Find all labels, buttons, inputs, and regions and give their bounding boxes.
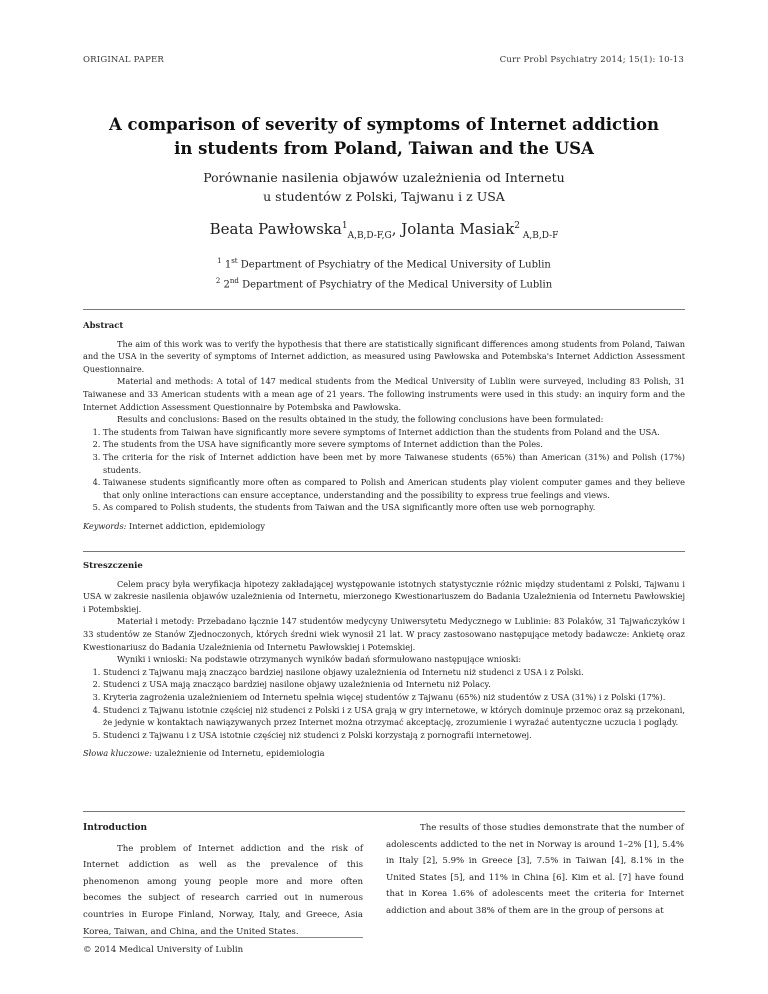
- list-item: 1. The students from Taiwan have significantly more severe symptoms of Internet addiction than the students from Poland and the USA.: [103, 426, 685, 439]
- list-item: 4. Studenci z Tajwanu istotnie częściej niż studenci z Polski i z USA grają w gry internetowe, w których dominuje przemoc oraz są przekonani, że jedynie w kontaktach nawiązywanych przez Internet można otrzymać akceptację, zrozumienie i wyrażać autentyczne uczucia i poglądy.: [103, 704, 685, 729]
- intro-left-column: [83, 820, 363, 940]
- author-separator: ,: [391, 220, 402, 238]
- journal-citation: Curr Probl Psychiatry 2014; 15(1): 10-13: [499, 55, 684, 65]
- copyright-notice: © 2014 Medical University of Lublin: [83, 945, 244, 955]
- list-item: 1. Studenci z Tajwanu mają znacząco bardziej nasilone objawy uzależnienia od Internetu niż studenci z USA i z Polski.: [103, 666, 685, 679]
- author-1-contribution: A,B,D-F,G: [347, 231, 392, 241]
- affiliation-2: $^2$ 2nd Department of Psychiatry of the Medical University of Lublin: [215, 277, 553, 291]
- author-2-name: Jolanta Masiak: [401, 220, 515, 238]
- footer-divider: [83, 937, 363, 938]
- list-item: 3. Kryteria zagrożenia uzależnieniem od Internetu spełnia więcej studentów z Tajwanu (65%) niż studentów z USA (31%) i z Polski (17%).: [103, 691, 685, 704]
- intro-paragraph: The problem of Internet addiction and the risk of Internet addiction as well as the prevalence of this phenomenon among young people more and more often becomes the subject of research carried out in numerous countries in Europe Finland, Norway, Italy, and Greece, Asia Korea, Taiwan, and China, and the United States.: [83, 843, 363, 937]
- streszczenie-aim: Celem pracy była weryfikacja hipotezy zakładającej występowanie istotnych statystycznie różnic między studentami z Polski, Tajwanu i USA w zakresie nasilenia objawów uzależnienia od Internetu, mierzonego Kwestionariuszem do Badania Uzależnienia od Internetu Pawłowskiej i Potembskiej.: [83, 578, 685, 614]
- abstract-methods: Material and methods: A total of 147 medical students from the Medical University of Lublin were surveyed, including 83 Polish, 31 Taiwanese and 33 American students with a mean age of 21 years. The following instruments were used in this study: an inquiry form and the Internet Addiction Assessment Questionnaire by Potembska and Pawłowska.: [83, 376, 685, 412]
- intro-right-column: [386, 820, 684, 920]
- list-item: 2. Studenci z USA mają znacząco bardziej nasilone objawy uzależnienia od Internetu niż Polacy.: [103, 678, 685, 691]
- keywords-label: Keywords:: [83, 520, 127, 531]
- streszczenie-conclusions: [83, 666, 685, 742]
- article-title-line-2: in students from Poland, Taiwan and the USA: [174, 139, 594, 158]
- author-2-contribution: A,B,D-F: [520, 231, 559, 241]
- abstract-aim: The aim of this work was to verify the hypothesis that there are statistically significant differences among students from Poland, Taiwan and the USA in the severity of symptoms of Internet addiction, as measured using Pawłowska and Potembska's Internet Addiction Assessment Questionnaire.: [83, 338, 685, 374]
- streszczenie-keywords: [83, 747, 685, 760]
- polish-title-line-1: Porównanie nasilenia objawów uzależnienia od Internetu: [203, 170, 565, 185]
- streszczenie-methods: Materiał i metody: Przebadano łącznie 147 studentów medycyny Uniwersytetu Medycznego w Lublinie: 83 Polaków, 31 Tajwańczyków i 33 studentów ze Stanów Zjednoczonych, których średni wiek wynosił 21 lat. W pracy zastosowano następujące metody badawcze: Ankietę oraz Kwestionariusz do Badania Uzależnienia od Internetu Pawłowskiej i Potemskiej.: [83, 616, 685, 652]
- divider-bottom: [83, 811, 685, 812]
- affiliation-1: $^1$ 1st Department of Psychiatry of the Medical University of Lublin: [217, 257, 551, 271]
- keywords-label: Słowa kluczowe:: [83, 748, 152, 759]
- author-list: [60, 220, 708, 241]
- keywords-value: Internet addiction, epidemiology: [126, 520, 265, 531]
- polish-title: [60, 168, 708, 206]
- streszczenie-section: [83, 560, 685, 760]
- author-1-name: Beata Pawłowska: [209, 220, 342, 238]
- affiliations: [60, 253, 708, 294]
- streszczenie-heading: Streszczenie: [83, 561, 143, 571]
- keywords-value: uzależnienie od Internetu, epidemiologia: [151, 748, 325, 759]
- author-2-affiliation: 2: [514, 221, 521, 231]
- polish-title-line-2: u studentów z Polski, Tajwanu i z USA: [263, 189, 505, 204]
- list-item: 5. Studenci z Tajwanu i z USA istotnie częściej niż studenci z Polski korzystają z pornografii internetowej.: [103, 729, 685, 742]
- article-title-line-1: A comparison of severity of symptoms of Internet addiction: [109, 115, 659, 134]
- streszczenie-results: Wyniki i wnioski: Na podstawie otrzymanych wyników badań sformułowano następujące wnioski:: [117, 654, 522, 665]
- abstract-results: Results and conclusions: Based on the results obtained in the study, the following conclusions have been formulated:: [117, 414, 604, 425]
- list-item: 3. The criteria for the risk of Internet addiction have been met by more Taiwanese students (65%) than American (31%) and Polish (17%) students.: [103, 451, 685, 476]
- divider-middle: [83, 551, 685, 552]
- article-title: [60, 113, 708, 161]
- list-item: 5. As compared to Polish students, the students from Taiwan and the USA significantly more often use web pornography.: [103, 501, 685, 514]
- abstract-heading: Abstract: [83, 321, 124, 331]
- article-type-label: ORIGINAL PAPER: [83, 55, 164, 65]
- abstract-conclusions: [83, 426, 685, 514]
- abstract-keywords: [83, 520, 685, 533]
- list-item: 2. The students from the USA have significantly more severe symptoms of Internet addiction than the Poles.: [103, 438, 685, 451]
- intro-heading: Introduction: [83, 823, 148, 833]
- intro-right-paragraph: The results of those studies demonstrate that the number of adolescents addicted to the net in Norway is around 1–2% [1], 5.4% in Italy [2], 5.9% in Greece [3], 7.5% in Taiwan [4], 8.1% in the United States [5], and 11% in China [6]. Kim et al. [7] have found that in Korea 1.6% of adolescents meet the criteria for Internet addiction and about 38% of them are in the group of persons at: [386, 823, 684, 916]
- abstract-section: [83, 320, 685, 533]
- author-1-affiliation: 1: [341, 221, 348, 231]
- divider-top: [83, 309, 685, 310]
- list-item: 4. Taiwanese students significantly more often as compared to Polish and American students play violent computer games and they believe that only online interactions can ensure acceptance, understanding and the possibility to express true feelings and views.: [103, 476, 685, 501]
